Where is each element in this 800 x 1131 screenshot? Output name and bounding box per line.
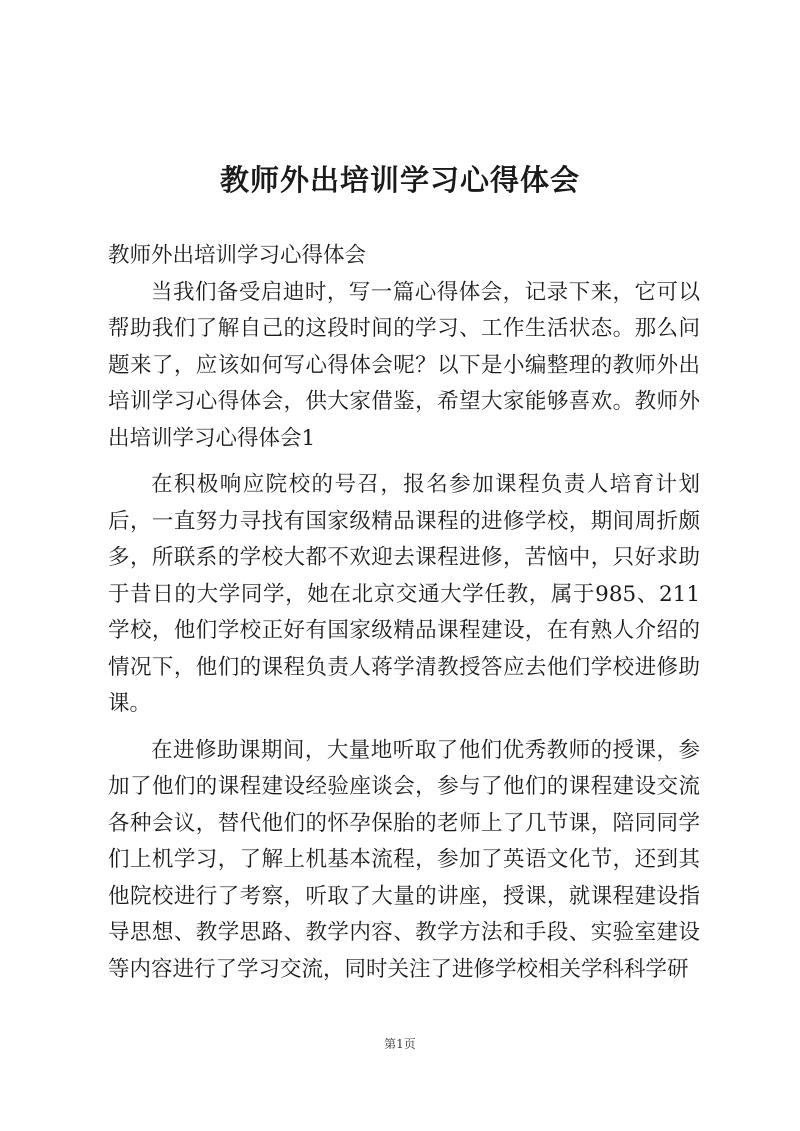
document-subtitle: 教师外出培训学习心得体会: [108, 243, 367, 268]
document-title: 教师外出培训学习心得体会: [219, 163, 580, 197]
paragraph-study: 在进修助课期间，大量地听取了他们优秀教师的授课，参加了他们的课程建设经验座谈会，参与了他们的课程建设交流各种会议，替代他们的怀孕保胎的老师上了几节课，陪同同学们上机学习，了解上机基本流程，参加了英语文化节，还到其他院校进行了考察，听取了大量的讲座，授课，就课程建设指导思想、教学思路、教学内容、教学方法和手段、实验室建设等内容进行了学习交流，同时关注了进修学校相关学科科学研: [108, 737, 700, 982]
paragraph-intro: 当我们备受启迪时，写一篇心得体会，记录下来，它可以帮助我们了解自己的这段时间的学习、工作生活状态。那么问题来了，应该如何写心得体会呢？以下是小编整理的教师外出培训学习心得体会，供大家借鉴，希望大家能够喜欢。教师外出培训学习心得体会1: [108, 279, 700, 451]
page-number: 第1页: [384, 1037, 416, 1051]
document-body: [108, 238, 700, 988]
paragraph-application: 在积极响应院校的号召，报名参加课程负责人培育计划后，一直努力寻找有国家级精品课程的进修学校，期间周折颇多，所联系的学校大都不欢迎去课程进修，苦恼中，只好求助于昔日的大学同学，她在北京交通大学任教，属于985、211学校，他们学校正好有国家级精品课程建设，在有熟人介绍的情况下，他们的课程负责人蒋学清教授答应去他们学校进修助课。: [108, 472, 700, 716]
